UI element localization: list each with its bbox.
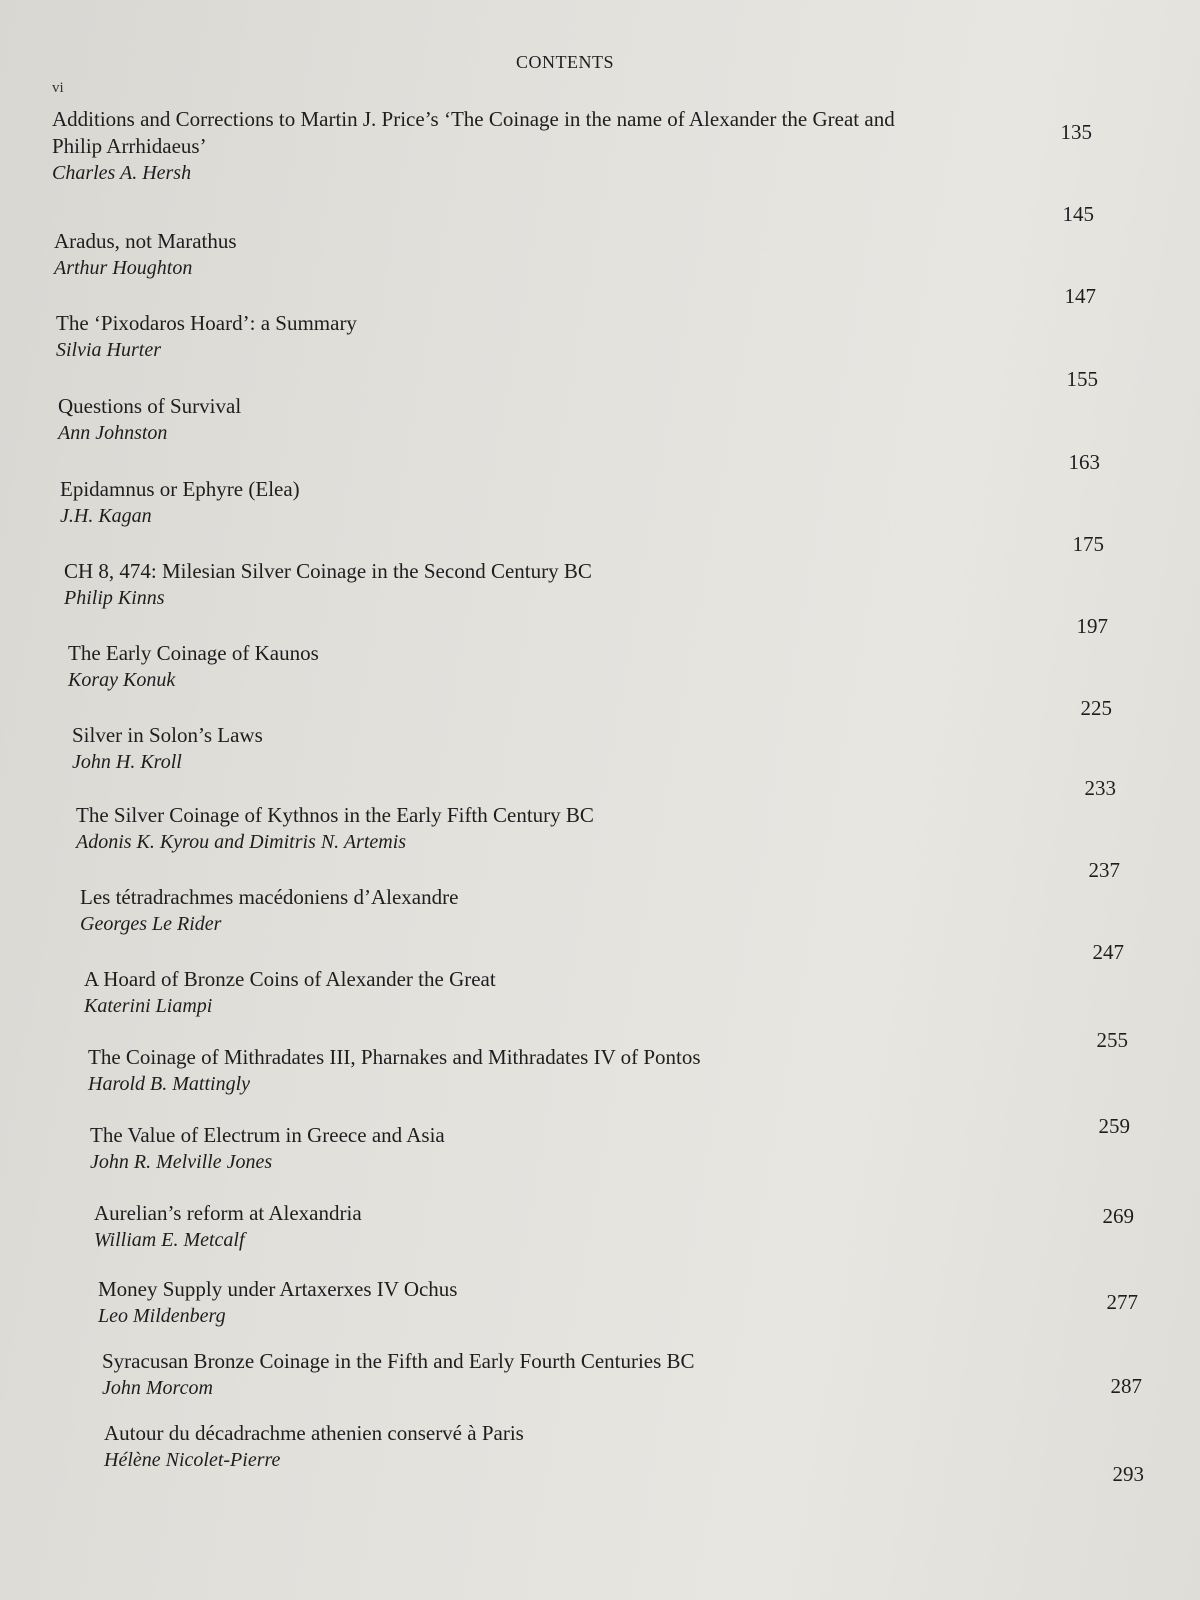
toc-entry	[68, 614, 1108, 693]
entry-author: William E. Metcalf	[94, 1229, 245, 1251]
entry-title: The Silver Coinage of Kythnos in the Early Fifth Century BC	[76, 803, 594, 827]
toc-entry	[88, 1028, 1128, 1097]
toc-entry	[60, 450, 1100, 529]
entry-author: Charles A. Hersh	[52, 162, 192, 184]
toc-entry	[76, 776, 1116, 855]
entry-title: Additions and Corrections to Martin J. Price’s ‘The Coinage in the name of Alexander the Great and Philip Arrhidaeus’	[52, 107, 895, 158]
entry-title: Aradus, not Marathus	[54, 229, 237, 253]
toc-entry	[94, 1200, 1134, 1253]
entry-author: Adonis K. Kyrou and Dimitris N. Artemis	[76, 831, 407, 853]
entry-author: J.H. Kagan	[60, 505, 152, 527]
entry-page: 237	[1088, 858, 1120, 882]
toc-entry	[84, 940, 1124, 1019]
entry-author: John H. Kroll	[72, 751, 182, 773]
entry-page: 155	[1066, 367, 1098, 391]
page-header: CONTENTS	[516, 52, 614, 72]
toc-entry	[90, 1114, 1130, 1175]
entry-page: 135	[1060, 120, 1092, 144]
entry-page: 269	[1102, 1204, 1134, 1228]
entry-author: Leo Mildenberg	[98, 1305, 226, 1327]
entry-title: Silver in Solon’s Laws	[72, 723, 263, 747]
entry-author: Arthur Houghton	[54, 257, 193, 279]
toc-entry	[80, 858, 1120, 937]
entry-page: 277	[1106, 1290, 1138, 1314]
entry-author: Ann Johnston	[58, 422, 168, 444]
entry-author: Silvia Hurter	[56, 339, 161, 361]
toc-entry	[98, 1276, 1138, 1329]
entry-author: Hélène Nicolet-Pierre	[104, 1449, 281, 1471]
toc-entry	[72, 696, 1112, 775]
toc-entry	[64, 532, 1104, 611]
entry-title: The ‘Pixodaros Hoard’: a Summary	[56, 311, 357, 335]
entry-title: Questions of Survival	[58, 394, 242, 418]
entry-author: Koray Konuk	[68, 669, 176, 691]
entry-page: 247	[1092, 940, 1124, 964]
entry-page: 259	[1098, 1114, 1130, 1138]
entry-title: A Hoard of Bronze Coins of Alexander the Great	[84, 967, 496, 991]
entry-author: Philip Kinns	[64, 587, 165, 609]
entry-page: 145	[1062, 202, 1094, 226]
entry-page: 197	[1076, 614, 1108, 638]
entry-title: Autour du décadrachme athenien conservé à Paris	[104, 1421, 524, 1445]
entry-page: 255	[1096, 1028, 1128, 1052]
entry-title: Aurelian’s reform at Alexandria	[94, 1201, 362, 1225]
entry-page: 147	[1064, 284, 1096, 308]
entry-page: 163	[1068, 450, 1100, 474]
entry-page: 175	[1072, 532, 1104, 556]
entry-page: 293	[1112, 1462, 1144, 1486]
toc-entry	[102, 1348, 1142, 1401]
toc-entry	[58, 367, 1098, 446]
entry-title: Money Supply under Artaxerxes IV Ochus	[98, 1277, 458, 1301]
entry-title: CH 8, 474: Milesian Silver Coinage in the Second Century BC	[64, 559, 592, 583]
entry-title: Syracusan Bronze Coinage in the Fifth and Early Fourth Centuries BC	[102, 1349, 695, 1373]
entry-page: 233	[1084, 776, 1116, 800]
entry-page: 225	[1080, 696, 1112, 720]
toc-entry	[52, 106, 1092, 186]
entry-title: The Value of Electrum in Greece and Asia	[90, 1123, 445, 1147]
entry-title: The Early Coinage of Kaunos	[68, 641, 319, 665]
entry-author: John Morcom	[102, 1377, 213, 1399]
entry-author: Katerini Liampi	[84, 995, 213, 1017]
entry-title: The Coinage of Mithradates III, Pharnakes and Mithradates IV of Pontos	[88, 1045, 701, 1069]
entry-title: Les tétradrachmes macédoniens d’Alexandre	[80, 885, 459, 909]
entry-author: John R. Melville Jones	[90, 1151, 273, 1173]
page-number: vi	[52, 80, 64, 96]
toc-entry	[54, 202, 1094, 281]
entry-author: Georges Le Rider	[80, 913, 222, 935]
entry-page: 287	[1110, 1374, 1142, 1398]
entry-author: Harold B. Mattingly	[88, 1073, 251, 1095]
entry-title: Epidamnus or Ephyre (Elea)	[60, 477, 300, 501]
toc-entry	[104, 1420, 1144, 1486]
toc-entry	[56, 284, 1096, 363]
